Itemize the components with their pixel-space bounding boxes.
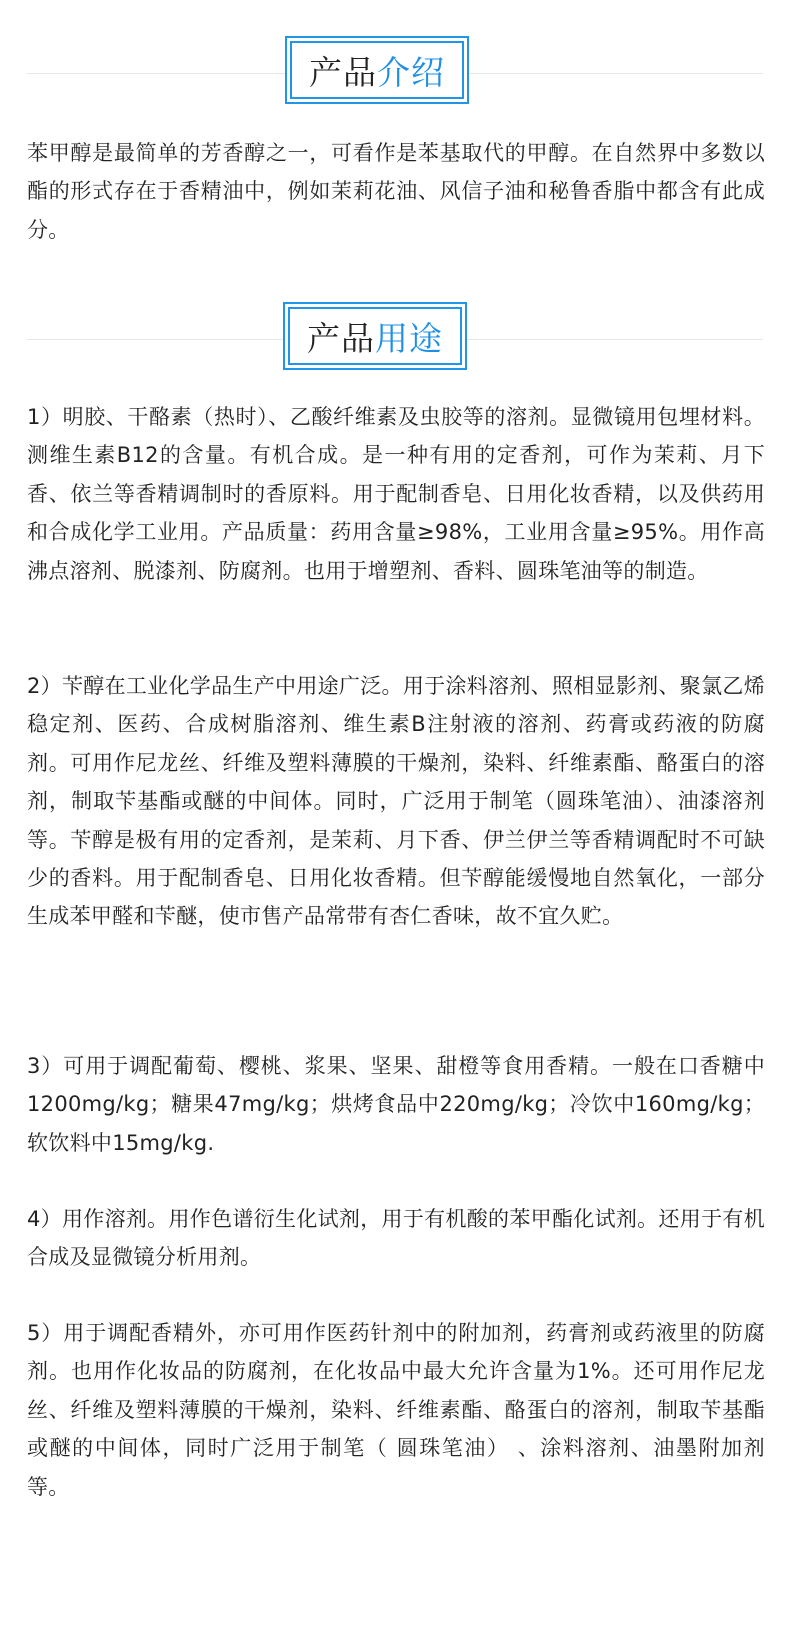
usage-item-3: 3）可用于调配葡萄、樱桃、浆果、坚果、甜橙等食用香精。一般在口香糖中1200mg/kg；糖果47mg/kg；烘烤食品中220mg/kg；冷饮中160mg/kg；软饮料中15mg/kg.	[27, 1054, 765, 1155]
section-title-dark-part: 产品	[309, 52, 377, 92]
intro-paragraph: 苯甲醇是最简单的芳香醇之一，可看作是苯基取代的甲醇。在自然界中多数以酯的形式存在于香精油中，例如茉莉花油、风信子油和秘鲁香脂中都含有此成分。	[27, 141, 765, 242]
section-title	[288, 307, 462, 365]
section-title-dark-part: 产品	[307, 318, 375, 358]
section-title-blue-part: 用途	[375, 318, 443, 358]
usage-item-4: 4）用作溶剂。用作色谱衍生化试剂，用于有机酸的苯甲酯化试剂。还用于有机合成及显微镜分析用剂。	[27, 1207, 765, 1270]
section-header-uses	[27, 302, 763, 376]
usage-item-1: 1）明胶、干酪素（热时）、乙酸纤维素及虫胶等的溶剂。显微镜用包埋材料。测维生素B12的含量。有机合成。是一种有用的定香剂，可作为茉莉、月下香、依兰等香精调制时的香原料。用于配制香皂、日用化妆香精，以及供药用和合成化学工业用。产品质量：药用含量≥98%，工业用含量≥95%。用作高沸点溶剂、脱漆剂、防腐剂。也用于增塑剂、香料、圆珠笔油等的制造。	[27, 405, 765, 583]
section-title-blue-part: 介绍	[377, 52, 445, 92]
section-title-box	[285, 36, 469, 104]
usage-item-5: 5）用于调配香精外，亦可用作医药针剂中的附加剂，药膏剂或药液里的防腐剂。也用作化妆品的防腐剂，在化妆品中最大允许含量为1%。还可用作尼龙丝、纤维及塑料薄膜的干燥剂，染料、纤维素酯、酪蛋白的溶剂，制取苄基酯或醚的中间体，同时广泛用于制笔（ 圆珠笔油） 、涂料溶剂、油墨附加剂等。	[27, 1321, 765, 1499]
section-title-box	[283, 302, 467, 370]
section-title	[290, 41, 464, 99]
section-header-intro	[27, 36, 763, 110]
usage-item-2: 2）苄醇在工业化学品生产中用途广泛。用于涂料溶剂、照相显影剂、聚氯乙烯稳定剂、医药、合成树脂溶剂、维生素B注射液的溶剂、药膏或药液的防腐剂。可用作尼龙丝、纤维及塑料薄膜的干燥剂，染料、纤维素酯、酪蛋白的溶剂，制取苄基酯或醚的中间体。同时，广泛用于制笔（圆珠笔油）、油漆溶剂等。苄醇是极有用的定香剂，是茉莉、月下香、伊兰伊兰等香精调配时不可缺少的香料。用于配制香皂、日用化妆香精。但苄醇能缓慢地自然氧化，一部分生成苯甲醛和苄醚，使市售产品常带有杏仁香味，故不宜久贮。	[27, 674, 765, 929]
